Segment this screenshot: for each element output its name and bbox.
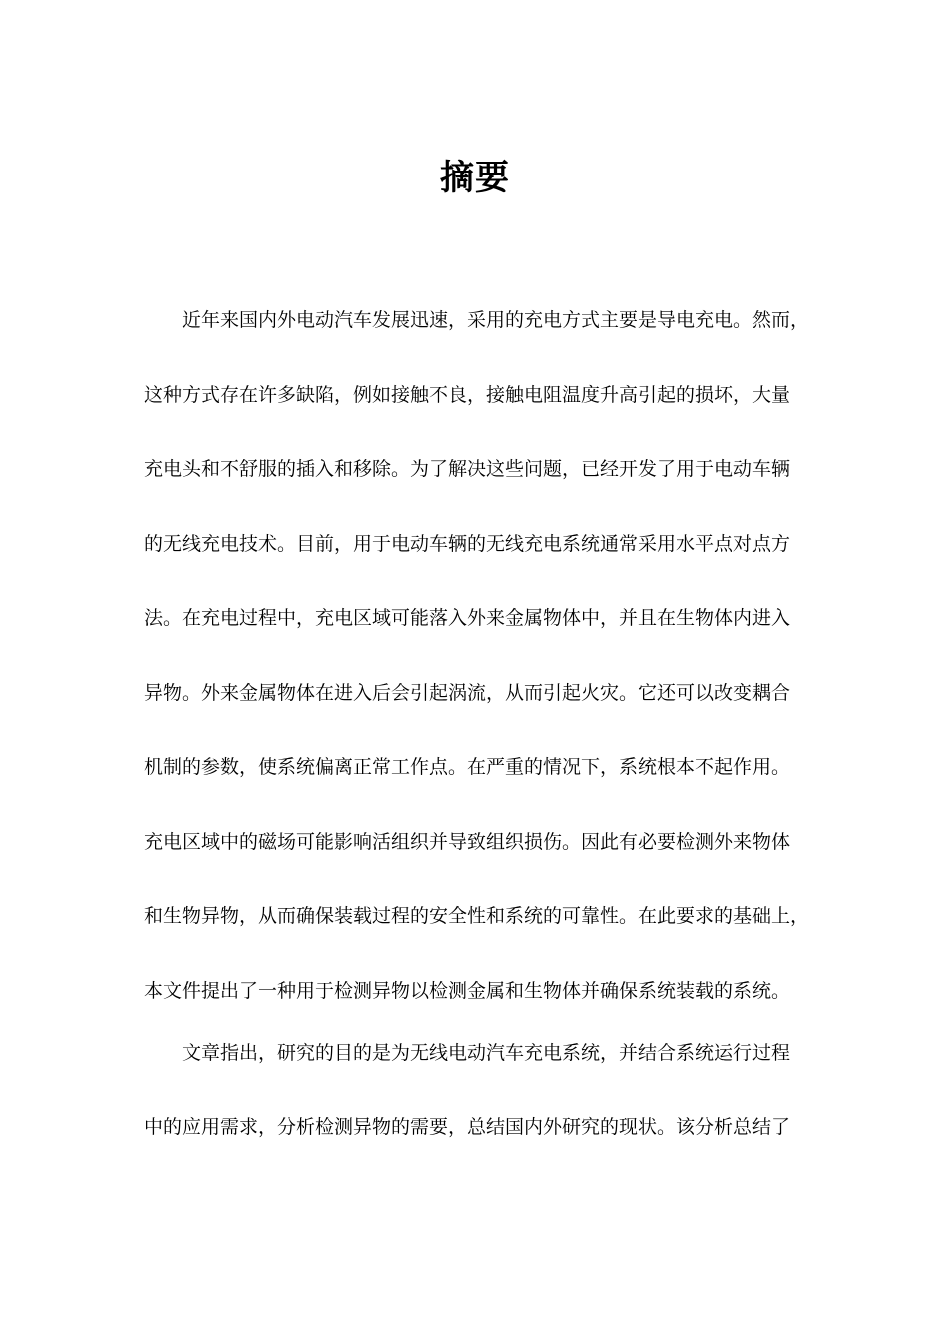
text-line: 法。在充电过程中，充电区域可能落入外来金属物体中，并且在生物体内进入 [144, 607, 791, 629]
text-line: 本文件提出了一种用于检测异物以检测金属和生物体并确保系统装载的系统。 [144, 979, 791, 1002]
text-line: 异物。外来金属物体在进入后会引起涡流，从而引起火灾。它还可以改变耦合 [144, 681, 791, 704]
text-line: 近年来国内外电动汽车发展迅速，采用的充电方式主要是导电充电。然而， [182, 309, 810, 331]
text-line: 充电区域中的磁场可能影响活组织并导致组织损伤。因此有必要检测外来物体 [144, 830, 791, 853]
text-line: 文章指出，研究的目的是为无线电动汽车充电系统，并结合系统运行过程 [182, 1042, 791, 1064]
text-line: 这种方式存在许多缺陷，例如接触不良，接触电阻温度升高引起的损坏，大量 [144, 383, 791, 406]
text-line: 机制的参数，使系统偏离正常工作点。在严重的情况下，系统根本不起作用。 [144, 756, 791, 778]
text-line: 中的应用需求，分析检测异物的需要，总结国内外研究的现状。该分析总结了 [144, 1116, 791, 1138]
page-title: 摘要 [440, 158, 510, 198]
abstract-paragraph-2 [144, 1016, 824, 1164]
abstract-paragraph-1 [144, 283, 824, 1028]
text-line: 和生物异物，从而确保装载过程的安全性和系统的可靠性。在此要求的基础上， [144, 905, 810, 927]
text-line: 充电头和不舒服的插入和移除。为了解决这些问题，已经开发了用于电动车辆 [144, 458, 791, 480]
text-line: 的无线充电技术。目前，用于电动车辆的无线充电系统通常采用水平点对点方 [144, 532, 791, 555]
